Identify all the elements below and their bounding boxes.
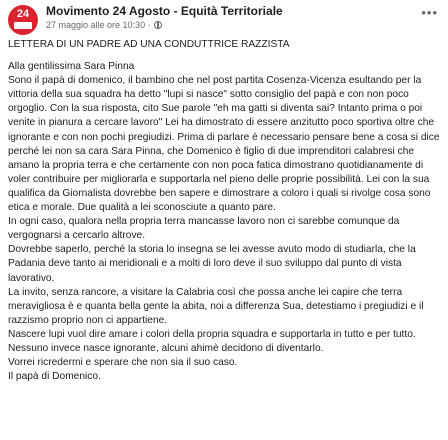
- avatar-text: 24: [16, 8, 30, 20]
- post-body: [8, 38, 440, 384]
- post-paragraph: Dovrebbe saperlo, perché la storia lo insegna se lei avesse avuto modo di studiarla, che la Padania deve tanto ai meridionali e a molti di loro deve il suo sviluppo dal punto di vista lavorativo.: [8, 244, 416, 284]
- page-name-link[interactable]: Movimento 24 Agosto - Equità Territoriale: [46, 4, 283, 18]
- subline-separator: ·: [148, 20, 152, 30]
- post-paragraph: Vorrei ricredermi e sperare che non sia il suo caso.: [8, 357, 238, 369]
- post-meta: [46, 4, 440, 31]
- post-subline: [46, 19, 440, 31]
- post-paragraph: Il papà di Domenico.: [8, 371, 101, 383]
- post-paragraph: Nascere lupi vuol dire amare i colori della propria squadra e supportarla in tutto e per tutto. Nessuno invece nasce ignorante, alcuni ahimè decidono di diventarlo.: [8, 328, 416, 354]
- page-avatar[interactable]: [8, 5, 38, 35]
- post-paragraph: Sono il papà di domenico, il bambino che nel post partita Cosenza-Vicenza esultando per la vittoria della sua squadra ha detto "lupi si nasce" sotto consiglio del papà e con non poco orgoglio. Con la sua risposta, cito Sue parole "eh ma gatti si diventa sai? Intanto prima o poi venite in pianura a cercare lavoro" Lei ha dimostrato di essere anzitutto poco sportiva oltre che ignorante e con non pochi pregiudizi. Prima di parlare è necessario pensare bene a cosa si dice perché lei non sa cara Sara Pinna, che Domenico è figlio di due imprenditori calabresi che amano la propria terra e che certamente con non poca fatica dimostrano quotidianamente di voler contribuire per migliorarla e supportarla nel pieno delle proprie possibilità. Lei con la sua qualifica da Giornalista dovrebbe ben sapere e dimostrare a coloro i quali si rivolge cosa sono etica e morale. Due qualità a lei sconosciute a quanto pare.: [8, 75, 440, 214]
- more-options-icon[interactable]: •••: [421, 5, 438, 20]
- globe-icon[interactable]: [154, 21, 162, 29]
- post-header: [8, 4, 440, 38]
- post-title: LETTERA DI UN PADRE AD UNA CONDUTTRICE RAZZISTA: [8, 39, 290, 50]
- post-paragraph: In ogni caso, qualora nella propria terra mancasse lavoro non ci sarebbe comunque da vergognarsi a cercarlo altrove.: [8, 216, 400, 242]
- post-timestamp[interactable]: 27 maggio alle ore 10:30: [46, 20, 146, 30]
- post-paragraph: La invito, senza rancore, a visitare la Calabria così che possa anche lei capire che terra meravigliosa è e quanta bella gente la abita, noi a differenza Sua, detestiamo i pregiudizi e il razzismo proprio non ci appartiene.: [8, 286, 424, 326]
- avatar-logo-bar: [14, 22, 32, 29]
- post-paragraph: Alla gentilissima Sara Pinna: [8, 61, 135, 73]
